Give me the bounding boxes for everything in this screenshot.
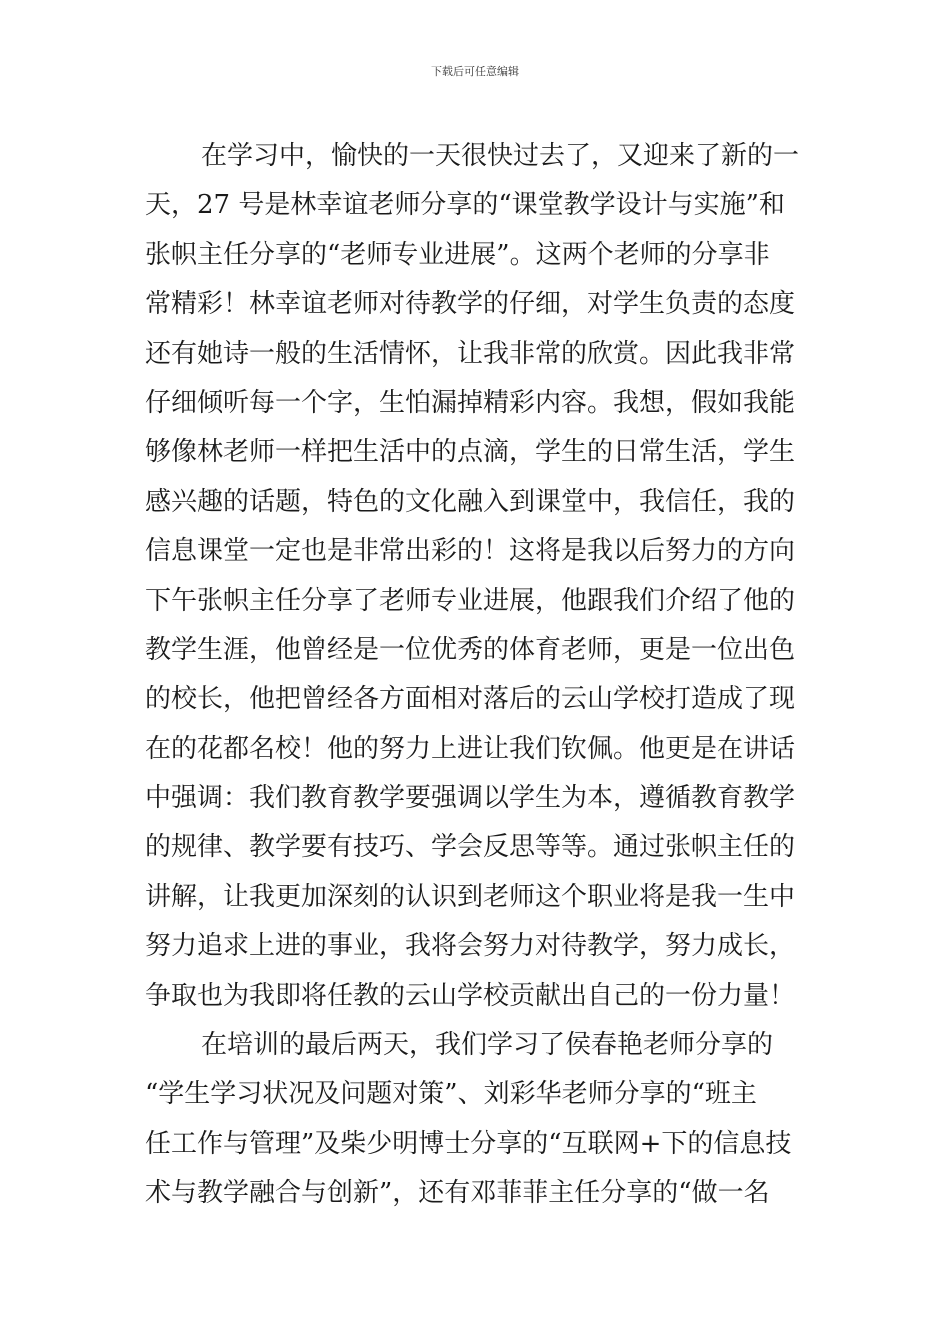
paragraph-line: 感兴趣的话题，特色的文化融入到课堂中，我信任，我的 bbox=[145, 486, 796, 517]
paragraph-line: 天，27 号是林幸谊老师分享的“课堂教学设计与实施”和 bbox=[145, 190, 785, 221]
paragraph-line: 讲解，让我更加深刻的认识到老师这个职业将是我一生中 bbox=[145, 881, 796, 912]
paragraph-line: 下午张帜主任分享了老师专业进展，他跟我们介绍了他的 bbox=[145, 585, 796, 616]
paragraph-line: 还有她诗一般的生活情怀，让我非常的欣赏。因此我非常 bbox=[145, 338, 796, 369]
paragraph-line: 术与教学融合与创新”，还有邓菲菲主任分享的“做一名 bbox=[145, 1178, 770, 1209]
paragraph-line: 努力追求上进的事业，我将会努力对待教学，努力成长， bbox=[145, 931, 796, 962]
paragraph-line: 的规律、教学要有技巧、学会反思等等。通过张帜主任的 bbox=[145, 832, 796, 863]
paragraph-line: 仔细倾听每一个字，生怕漏掉精彩内容。我想，假如我能 bbox=[145, 387, 796, 418]
paragraph-line: 在培训的最后两天，我们学习了侯春艳老师分享的 bbox=[201, 1030, 774, 1061]
paragraph-line: 在学习中，愉快的一天很快过去了，又迎来了新的一 bbox=[201, 141, 800, 171]
paragraph-line: 在的花都名校！他的努力上进让我们钦佩。他更是在讲话 bbox=[145, 733, 796, 764]
paragraph-line: “学生学习状况及问题对策”、刘彩华老师分享的“班主 bbox=[145, 1079, 757, 1110]
document-body bbox=[145, 132, 825, 1219]
paragraph-line: 够像林老师一样把生活中的点滴，学生的日常生活，学生 bbox=[145, 437, 796, 468]
paragraph-line: 中强调：我们教育教学要强调以学生为本，遵循教育教学 bbox=[145, 783, 796, 814]
paragraph-line: 张帜主任分享的“老师专业进展”。这两个老师的分享非 bbox=[145, 239, 770, 270]
paragraph-line: 常精彩！林幸谊老师对待教学的仔细，对学生负责的态度 bbox=[145, 289, 796, 320]
page-header: 下载后可任意编辑 bbox=[431, 65, 519, 78]
paragraph-line: 信息课堂一定也是非常出彩的！这将是我以后努力的方向 bbox=[145, 536, 796, 567]
paragraph-line: 任工作与管理”及柴少明博士分享的“互联网+下的信息技 bbox=[145, 1128, 792, 1159]
paragraph-line: 的校长，他把曾经各方面相对落后的云山学校打造成了现 bbox=[145, 684, 796, 715]
paragraph-line: 教学生涯，他曾经是一位优秀的体育老师，更是一位出色 bbox=[145, 634, 796, 665]
paragraph-line: 争取也为我即将任教的云山学校贡献出自己的一份力量！ bbox=[145, 980, 796, 1011]
